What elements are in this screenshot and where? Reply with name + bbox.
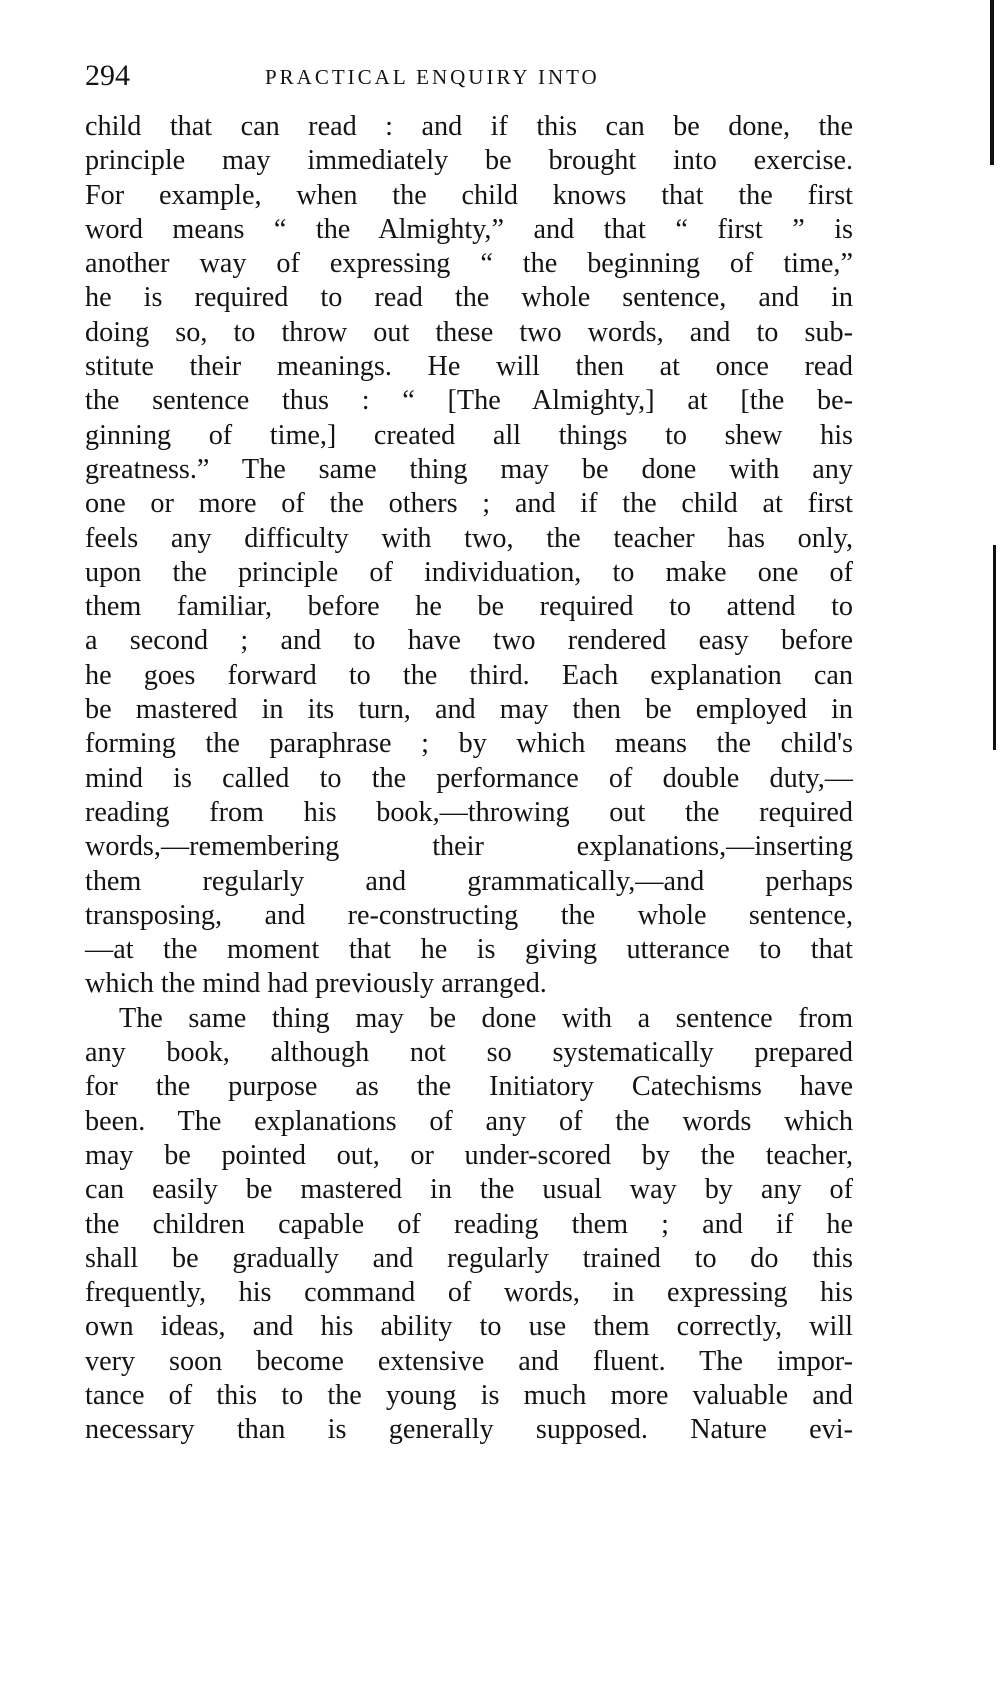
text-line: can easily be mastered in the usual way by any of — [85, 1174, 853, 1206]
text-line: For example, when the child knows that the first — [85, 179, 853, 211]
text-line: word means “ the Almighty,” and that “ first ” is — [85, 213, 853, 245]
text-line: child that can read : and if this can be done, the — [85, 111, 853, 142]
text-line: mind is called to the performance of double duty,— — [85, 762, 853, 794]
running-head — [85, 58, 865, 98]
text-line: tance of this to the young is much more valuable and — [85, 1379, 853, 1411]
scan-edge-mark-top — [990, 0, 994, 165]
text-line: them familiar, before he be required to attend to — [85, 591, 853, 623]
text-line: been. The explanations of any of the words which — [85, 1105, 853, 1137]
text-line: may be pointed out, or under-scored by the teacher, — [85, 1139, 853, 1171]
text-line: stitute their meanings. He will then at once read — [85, 351, 853, 383]
text-line: them regularly and grammatically,—and perhaps — [85, 865, 853, 897]
scan-edge-mark-middle — [993, 545, 996, 750]
paragraph-2 — [85, 1002, 853, 1448]
text-line: he goes forward to the third. Each explanation can — [85, 659, 853, 691]
text-line: very soon become extensive and fluent. The impor- — [85, 1345, 853, 1377]
text-line: The same thing may be done with a sentence from — [119, 1002, 853, 1034]
text-line: upon the principle of individuation, to make one of — [85, 556, 853, 588]
text-line: any book, although not so systematically prepared — [85, 1037, 853, 1069]
text-line: forming the paraphrase ; by which means the child's — [85, 728, 853, 760]
text-line: —at the moment that he is giving utterance to that — [85, 934, 853, 966]
text-line: for the purpose as the Initiatory Catechisms have — [85, 1071, 853, 1103]
text-line: necessary than is generally supposed. Nature evi- — [85, 1414, 853, 1446]
text-line: the sentence thus : “ [The Almighty,] at [the be- — [85, 385, 853, 417]
text-line: feels any difficulty with two, the teacher has only, — [85, 522, 853, 554]
paragraph-1 — [85, 110, 853, 1002]
text-line: be mastered in its turn, and may then be employed in — [85, 694, 853, 726]
text-line: reading from his book,—throwing out the required — [85, 796, 853, 828]
text-line: principle may immediately be brought into exercise. — [85, 145, 853, 177]
body-text — [85, 110, 853, 1448]
text-line: the children capable of reading them ; and if he — [85, 1208, 853, 1240]
text-line: which the mind had previously arranged. — [85, 968, 547, 1000]
text-line: another way of expressing “ the beginning of time,” — [85, 248, 853, 280]
text-line: frequently, his command of words, in expressing his — [85, 1277, 853, 1309]
text-line: words,—remembering their explanations,—inserting — [85, 831, 853, 863]
text-line: shall be gradually and regularly trained to do this — [85, 1242, 853, 1274]
text-line: greatness.” The same thing may be done with any — [85, 453, 853, 485]
text-line: he is required to read the whole sentence, and in — [85, 282, 853, 314]
text-line: transposing, and re-constructing the whole sentence, — [85, 899, 853, 931]
text-line: a second ; and to have two rendered easy before — [85, 625, 853, 657]
page-number: 294 — [85, 59, 130, 92]
text-line: one or more of the others ; and if the child at first — [85, 488, 853, 520]
text-line: own ideas, and his ability to use them correctly, will — [85, 1311, 853, 1343]
text-line: ginning of time,] created all things to shew his — [85, 419, 853, 451]
running-title: PRACTICAL ENQUIRY INTO — [265, 65, 600, 89]
text-line: doing so, to throw out these two words, and to sub- — [85, 316, 853, 348]
